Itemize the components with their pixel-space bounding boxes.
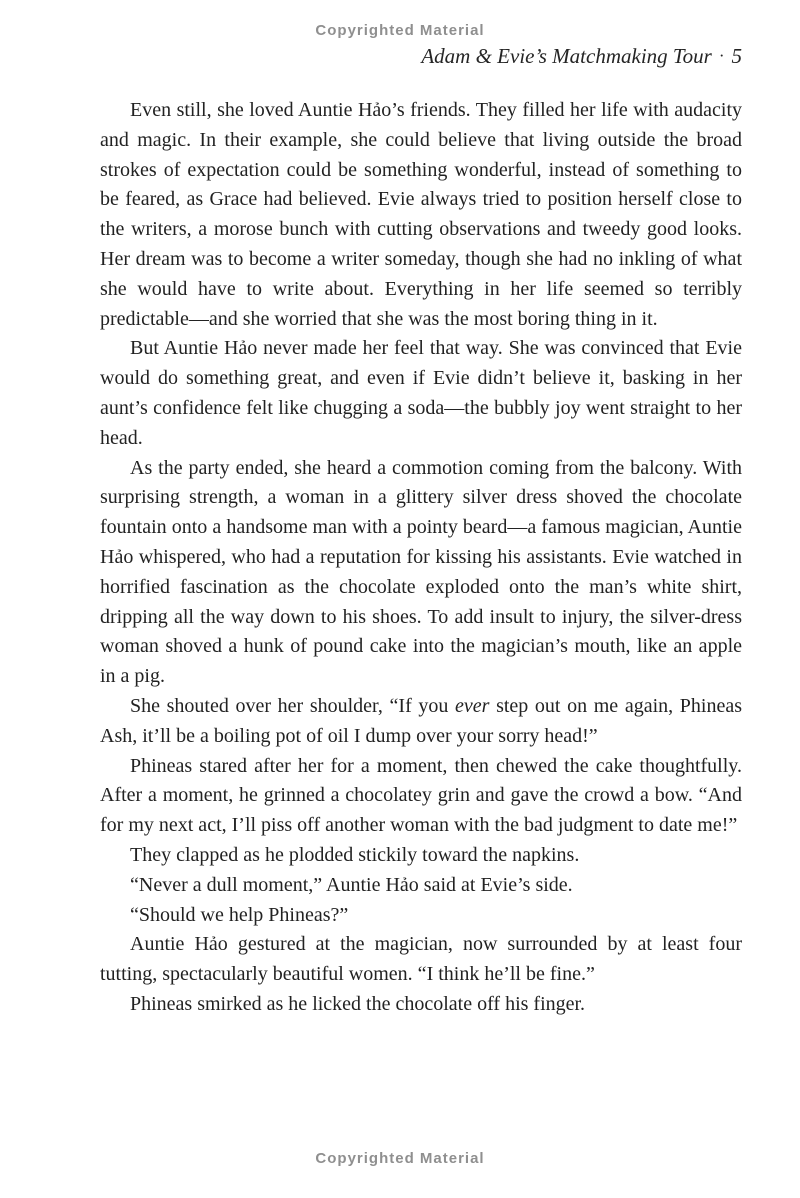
paragraph — [100, 334, 742, 453]
running-header — [100, 44, 742, 69]
paragraph — [100, 96, 742, 334]
text-run: She shouted over her shoulder, “If you — [130, 694, 456, 717]
paragraph — [100, 990, 742, 1020]
paragraph — [100, 692, 742, 752]
paragraph — [100, 454, 742, 692]
paragraph — [100, 930, 742, 990]
paragraph — [100, 901, 742, 931]
page-number: 5 — [731, 44, 742, 68]
copyright-watermark-bottom: Copyrighted Material — [315, 1150, 485, 1167]
text-run: step out on me again, Phineas Ash, it’ll be a boiling pot of oil I dump over your sorry head!” — [100, 694, 742, 747]
italic-text: ever — [455, 694, 490, 717]
text-run: “Never a dull moment,” Auntie Hảo said at Evie’s side. — [130, 873, 573, 896]
paragraph — [100, 752, 742, 841]
text-run: Auntie Hảo gestured at the magician, now surrounded by at least four tutting, spectacularly beautiful women. “I think he’ll be fine.” — [100, 933, 742, 986]
text-run: Phineas stared after her for a moment, then chewed the cake thoughtfully. After a moment, he grinned a chocolatey grin and gave the crowd a bow. “And for my next act, I’ll piss off another woman with the bad judgment to date me!” — [100, 754, 742, 837]
text-run: But Auntie Hảo never made her feel that way. She was convinced that Evie would do something great, and even if Evie didn’t believe it, basking in her aunt’s confidence felt like chugging a soda—the bubbly joy went straight to her head. — [100, 337, 742, 449]
page-body — [100, 96, 742, 1020]
text-run: As the party ended, she heard a commotion coming from the balcony. With surprising strength, a woman in a glittery silver dress shoved the chocolate fountain onto a handsome man with a pointy beard—a famous magician, Auntie Hảo whispered, who had a reputation for kissing his assistants. Evie watched in horrified fascination as the chocolate exploded onto the man’s white shirt, dripping all the way down to his shoes. To add insult to injury, the silver-dress woman shoved a hunk of pound cake into the magician’s mouth, like an apple in a pig. — [100, 456, 742, 688]
paragraph — [100, 841, 742, 871]
text-run: “Should we help Phineas?” — [130, 903, 349, 926]
running-header-separator: · — [718, 46, 725, 65]
text-run: They clapped as he plodded stickily toward the napkins. — [130, 843, 580, 866]
text-run: Phineas smirked as he licked the chocolate off his finger. — [130, 992, 586, 1015]
running-header-title: Adam & Evie’s Matchmaking Tour — [421, 44, 712, 68]
paragraph — [100, 871, 742, 901]
text-run: Even still, she loved Auntie Hảo’s friends. They filled her life with audacity and magic. In their example, she could believe that living outside the broad strokes of expectation could be something wonderful, instead of something to be feared, as Grace had believed. Evie always tried to position herself close to the writers, a morose bunch with cutting observations and tweedy good looks. Her dream was to become a writer someday, though she had no inkling of what she would have to write about. Everything in her life seemed so terribly predictable—and she worried that she was the most boring thing in it. — [100, 99, 742, 330]
copyright-watermark-top: Copyrighted Material — [315, 22, 485, 39]
